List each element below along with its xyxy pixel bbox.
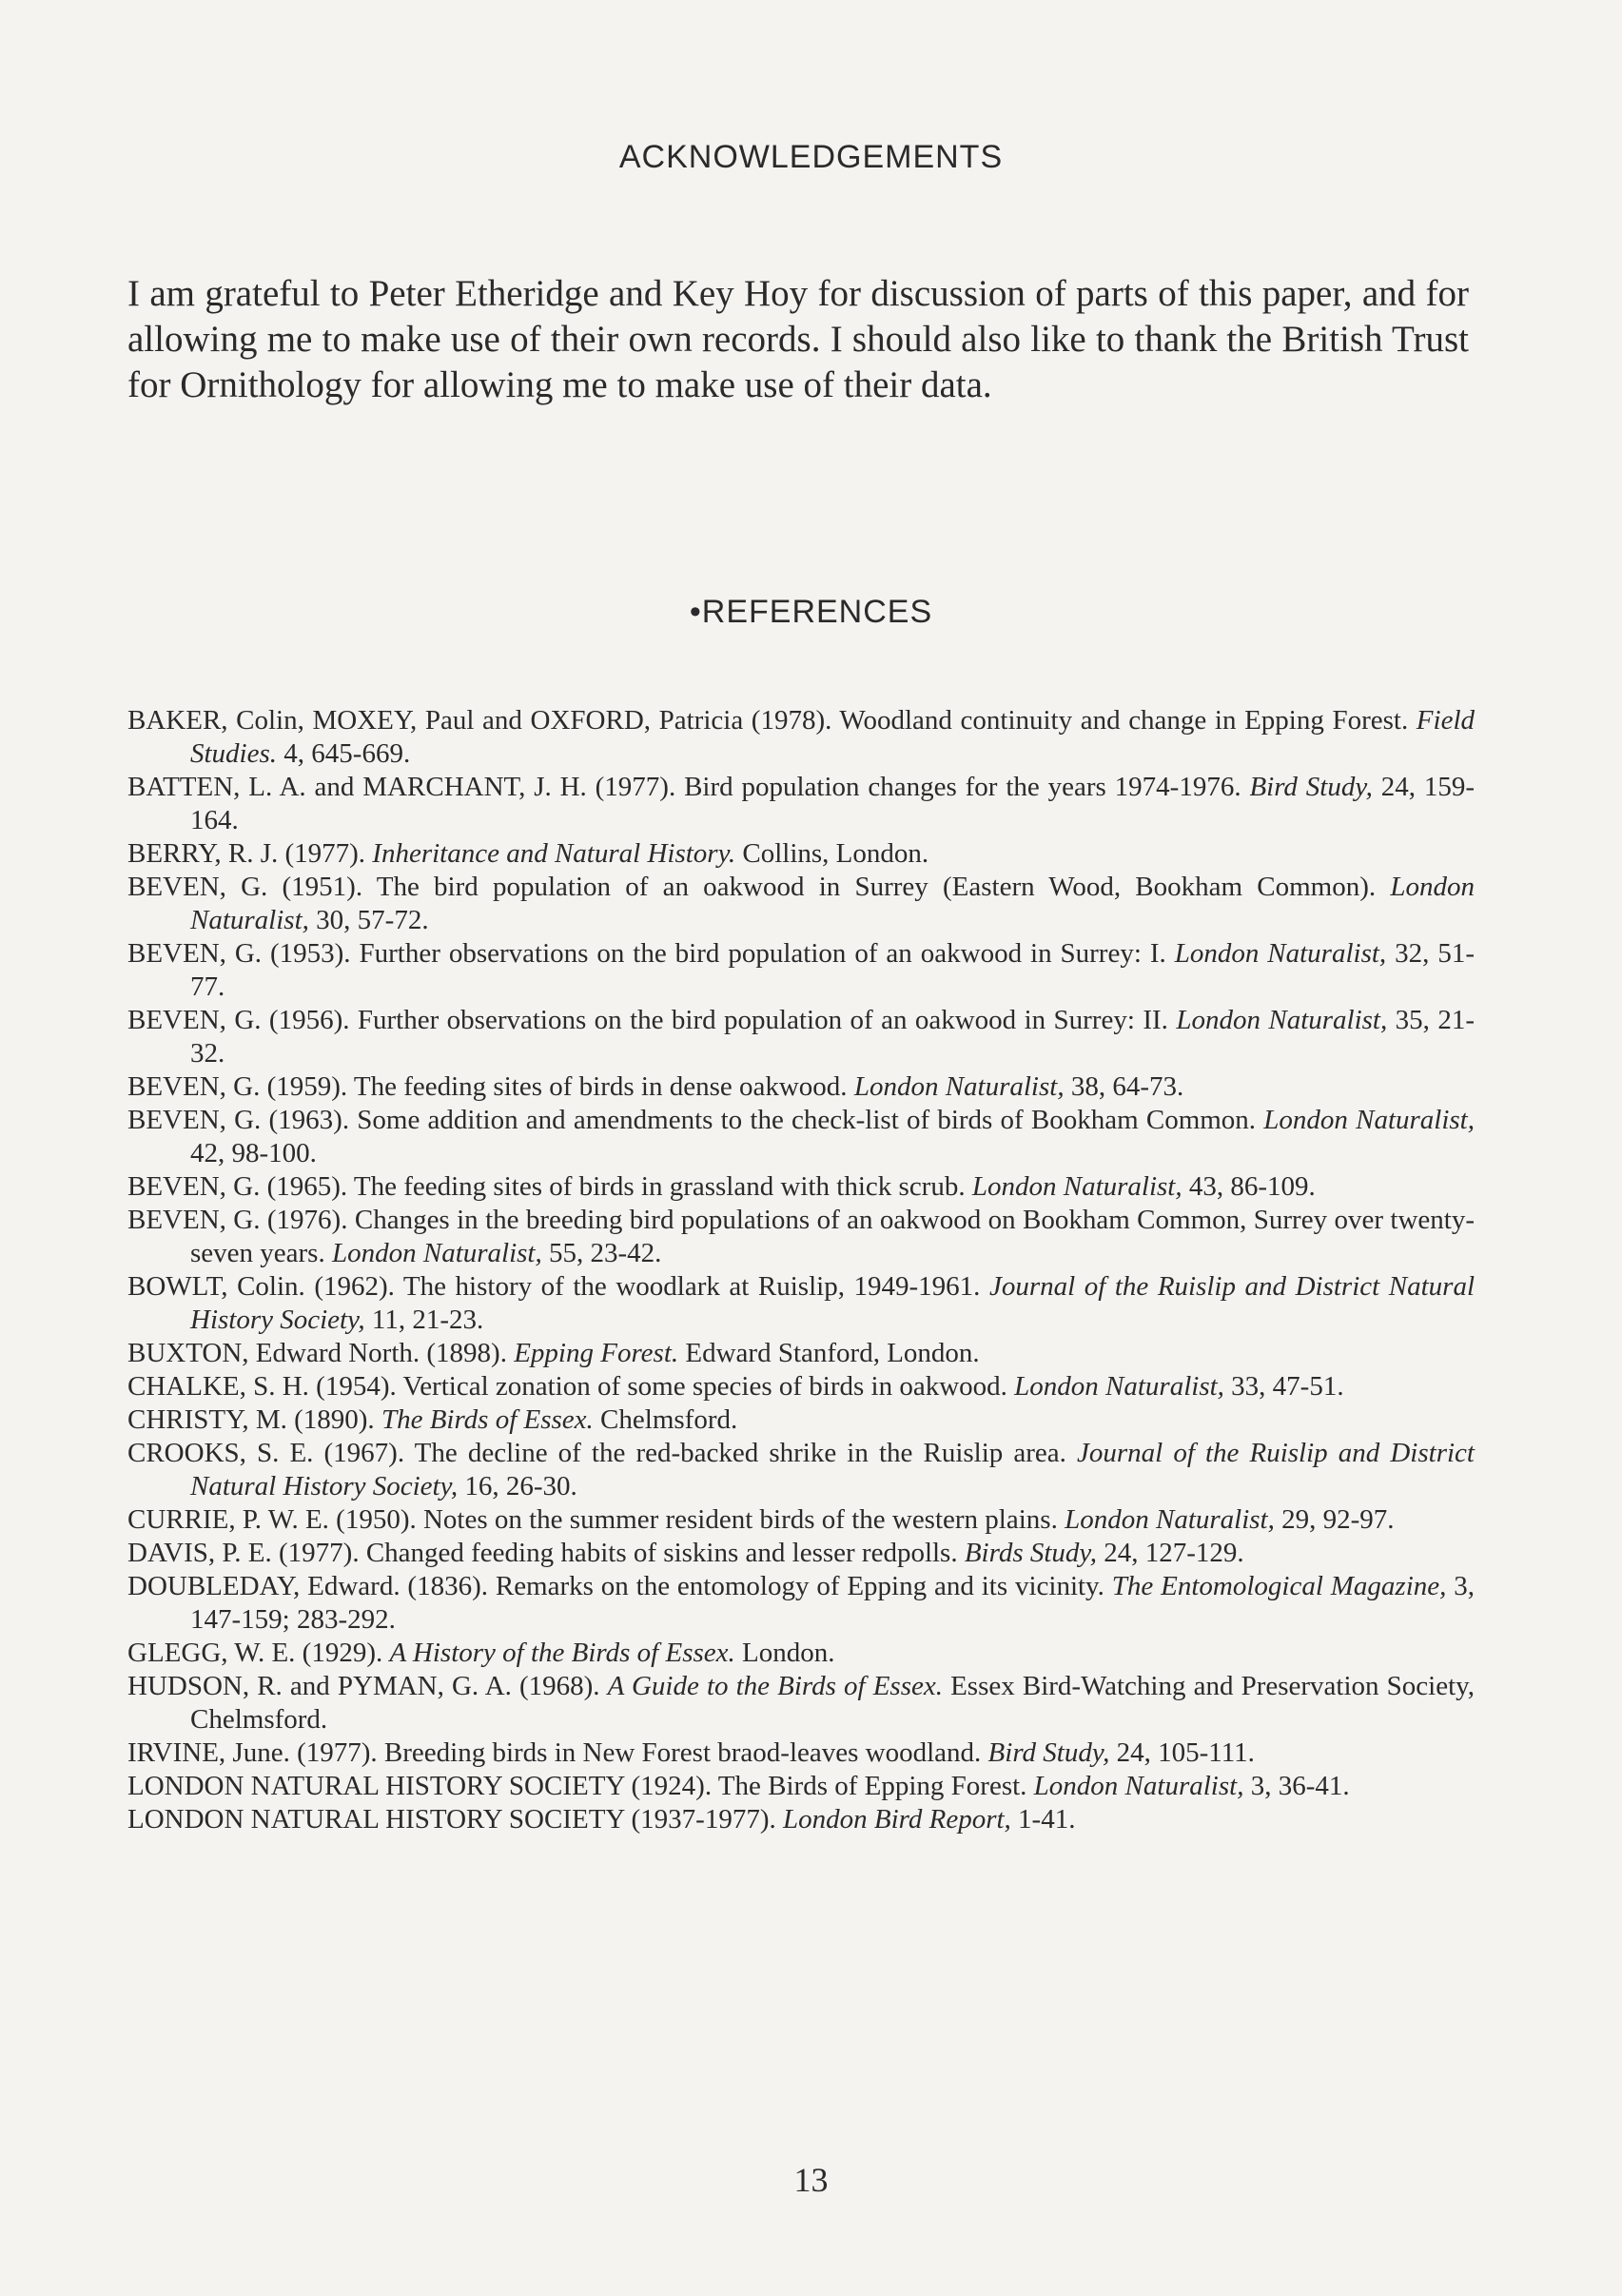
reference-source: Field Studies. <box>190 705 1475 769</box>
reference-text: BUXTON, Edward North. (1898). <box>127 1338 515 1368</box>
reference-details: 35, 21-32. <box>190 1005 1475 1069</box>
reference-source: Bird Study, <box>1249 772 1373 802</box>
reference-details: London. <box>734 1638 835 1668</box>
reference-source: London Naturalist, <box>1033 1771 1244 1801</box>
reference-entry <box>127 1503 1475 1537</box>
reference-text: DAVIS, P. E. (1977). Changed feeding habits of siskins and lesser redpolls. <box>127 1538 965 1568</box>
reference-source: London Naturalist, <box>1176 1005 1388 1035</box>
reference-source: The Entomological Magazine, <box>1111 1571 1447 1601</box>
reference-entry <box>127 1637 1475 1670</box>
reference-entry <box>127 1370 1475 1403</box>
reference-source: Epping Forest. <box>514 1338 679 1368</box>
reference-details: 4, 645-669. <box>277 738 411 769</box>
reference-text: CROOKS, S. E. (1967). The decline of the red-backed shrike in the Ruislip area. <box>127 1438 1078 1468</box>
reference-details: 33, 47-51. <box>1223 1371 1344 1402</box>
reference-details: Edward Stanford, London. <box>678 1338 980 1368</box>
reference-details: Chelmsford. <box>593 1404 738 1435</box>
references-heading: •REFERENCES <box>689 594 933 630</box>
reference-entry <box>127 1570 1475 1637</box>
reference-source: London Naturalist, <box>331 1238 542 1268</box>
reference-entry <box>127 837 1475 871</box>
reference-text: BOWLT, Colin. (1962). The history of the woodlark at Ruislip, 1949-1961. <box>127 1271 989 1302</box>
reference-text: GLEGG, W. E. (1929). <box>127 1638 390 1668</box>
reference-text: CURRIE, P. W. E. (1950). Notes on the summer resident birds of the western plains. <box>127 1504 1065 1535</box>
acknowledgements-text: I am grateful to Peter Etheridge and Key Hoy for discussion of parts of this paper, and for allowing me to make use of their own records. I should also like to thank the British Trust for Ornithology for allowing me to make use of their data. <box>127 273 1469 405</box>
reference-text: BERRY, R. J. (1977). <box>127 838 373 869</box>
reference-details: 29, 92-97. <box>1274 1504 1395 1535</box>
reference-details: Collins, London. <box>735 838 929 869</box>
reference-source: Inheritance and Natural History. <box>372 838 736 869</box>
reference-source: London Naturalist, <box>1014 1371 1224 1402</box>
reference-entry <box>127 937 1475 1004</box>
reference-details: 24, 159-164. <box>190 772 1475 835</box>
reference-text: LONDON NATURAL HISTORY SOCIETY (1937-1977). <box>127 1804 783 1835</box>
reference-details: 3, 147-159; 283-292. <box>190 1571 1475 1635</box>
reference-details: 24, 127-129. <box>1096 1538 1244 1568</box>
reference-source: London Naturalist, <box>1174 938 1387 969</box>
reference-text: CHALKE, S. H. (1954). Vertical zonation of some species of birds in oakwood. <box>127 1371 1015 1402</box>
reference-text: DOUBLEDAY, Edward. (1836). Remarks on the entomology of Epping and its vicinity. <box>127 1571 1112 1601</box>
reference-entry <box>127 871 1475 937</box>
reference-details: 11, 21-23. <box>364 1305 484 1335</box>
reference-source: Journal of the Ruislip and District Natural History Society, <box>190 1271 1475 1335</box>
reference-text: BEVEN, G. (1976). Changes in the breeding bird populations of an oakwood on Bookham Common, Surrey over twenty-seven years. <box>127 1205 1475 1268</box>
reference-details: 32, 51-77. <box>190 938 1475 1002</box>
reference-text: BEVEN, G. (1951). The bird population of an oakwood in Surrey (Eastern Wood, Bookham Common). <box>127 872 1391 902</box>
reference-text: HUDSON, R. and PYMAN, G. A. (1968). <box>127 1671 608 1701</box>
reference-entry <box>127 704 1475 771</box>
reference-source: Journal of the Ruislip and District Natural History Society, <box>190 1438 1475 1501</box>
reference-entry <box>127 1270 1475 1337</box>
reference-entry <box>127 1070 1475 1104</box>
references-list <box>127 704 1475 1836</box>
reference-text: BEVEN, G. (1953). Further observations on the bird population of an oakwood in Surrey: I. <box>127 938 1175 969</box>
reference-source: Bird Study, <box>987 1737 1110 1768</box>
reference-source: A Guide to the Birds of Essex. <box>607 1671 943 1701</box>
reference-entry <box>127 1403 1475 1437</box>
reference-source: London Naturalist, <box>971 1171 1182 1202</box>
reference-text: LONDON NATURAL HISTORY SOCIETY (1924). The Birds of Epping Forest. <box>127 1771 1034 1801</box>
reference-source: London Naturalist, <box>853 1071 1065 1102</box>
reference-source: London Naturalist, <box>190 872 1475 935</box>
reference-details: 43, 86-109. <box>1182 1171 1316 1202</box>
reference-details: 24, 105-111. <box>1109 1737 1255 1768</box>
reference-entry <box>127 1670 1475 1737</box>
reference-entry <box>127 1770 1475 1803</box>
reference-source: London Naturalist, <box>1263 1105 1475 1135</box>
reference-entry <box>127 771 1475 837</box>
reference-text: CHRISTY, M. (1890). <box>127 1404 381 1435</box>
reference-source: London Naturalist, <box>1065 1504 1275 1535</box>
reference-entry <box>127 1337 1475 1370</box>
reference-text: BEVEN, G. (1959). The feeding sites of birds in dense oakwood. <box>127 1071 854 1102</box>
reference-entry <box>127 1204 1475 1270</box>
reference-details: 30, 57-72. <box>308 905 429 935</box>
reference-details: 38, 64-73. <box>1064 1071 1184 1102</box>
reference-details: 3, 36-41. <box>1243 1771 1350 1801</box>
reference-source: The Birds of Essex. <box>381 1404 594 1435</box>
reference-text: BEVEN, G. (1965). The feeding sites of birds in grassland with thick scrub. <box>127 1171 972 1202</box>
reference-text: IRVINE, June. (1977). Breeding birds in New Forest braod-leaves woodland. <box>127 1737 988 1768</box>
reference-details: 16, 26-30. <box>458 1471 577 1501</box>
acknowledgements-heading: ACKNOWLEDGEMENTS <box>618 139 1004 175</box>
reference-entry <box>127 1004 1475 1070</box>
reference-text: BEVEN, G. (1963). Some addition and amendments to the check-list of birds of Bookham Common. <box>127 1105 1264 1135</box>
reference-details: Essex Bird-Watching and Preservation Society, Chelmsford. <box>190 1671 1475 1735</box>
reference-source: London Bird Report, <box>783 1804 1011 1835</box>
reference-entry <box>127 1104 1475 1170</box>
reference-details: 1-41. <box>1010 1804 1076 1835</box>
page-number: 13 <box>793 2161 829 2199</box>
reference-entry <box>127 1537 1475 1570</box>
reference-details: 42, 98-100. <box>190 1138 317 1168</box>
reference-entry <box>127 1803 1475 1836</box>
reference-text: BAKER, Colin, MOXEY, Paul and OXFORD, Patricia (1978). Woodland continuity and change in Epping Forest. <box>127 705 1417 736</box>
reference-source: A History of the Birds of Essex. <box>389 1638 735 1668</box>
reference-text: BATTEN, L. A. and MARCHANT, J. H. (1977). Bird population changes for the years 1974-1976. <box>127 772 1250 802</box>
reference-entry <box>127 1437 1475 1503</box>
reference-details: 55, 23-42. <box>541 1238 662 1268</box>
reference-source: Birds Study, <box>964 1538 1097 1568</box>
reference-entry <box>127 1170 1475 1204</box>
reference-entry <box>127 1737 1475 1770</box>
reference-text: BEVEN, G. (1956). Further observations on the bird population of an oakwood in Surrey: II. <box>127 1005 1177 1035</box>
